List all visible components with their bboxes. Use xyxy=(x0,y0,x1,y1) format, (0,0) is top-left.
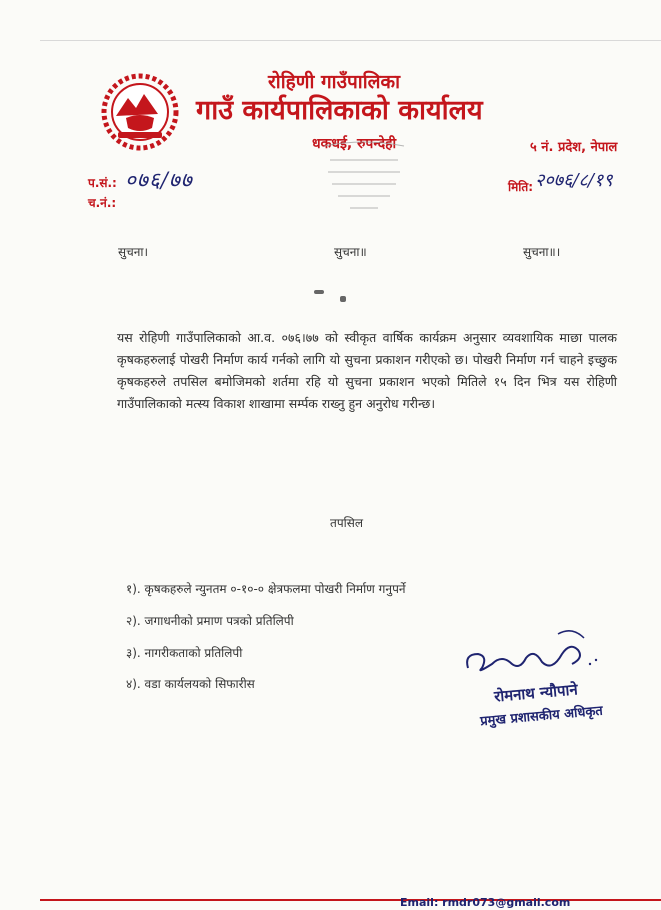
ink-speck xyxy=(314,290,324,294)
details-heading: तपसिल xyxy=(330,516,364,530)
ink-speck xyxy=(340,296,346,302)
requirement-item: १). कृषकहरुले न्युनतम ०-१०-० क्षेत्रफलमा पोखरी निर्माण गनुपर्ने xyxy=(126,582,406,596)
signatory-name: रोमनाथ न्यौपाने xyxy=(493,680,579,706)
municipality-name: रोहिणी गाउँपालिका xyxy=(268,71,401,93)
patra-value: ०७६/७७ xyxy=(125,168,193,192)
requirement-item: २). जगाधनीको प्रमाण पत्रको प्रतिलिपी xyxy=(126,614,294,628)
province-label: ५ नं. प्रदेश, नेपाल xyxy=(530,140,618,155)
nepal-emblem-icon xyxy=(100,72,180,152)
date-label: मिति: xyxy=(508,180,534,194)
office-address: धकधई, रुपन्देही xyxy=(312,136,397,152)
patra-label: प.सं.: xyxy=(88,176,117,190)
office-stamp-icon xyxy=(318,140,410,220)
notice-heading-3: सुचना॥। xyxy=(523,245,561,259)
notice-heading-1: सुचना। xyxy=(118,245,149,259)
office-name: गाउँ कार्यपालिकाको कार्यालय xyxy=(196,95,483,126)
notice-body: यस रोहिणी गाउँपालिकाको आ.व. ०७६।७७ को स्वीकृत वार्षिक कार्यक्रम अनुसार व्यवशायिक माछा पालक कृषकहरुलाई पोखरी निर्माण कार्य गर्नको लागि यो सुचना प्रकाशन गरीएको छ। पोखरी निर्माण गर्न चाहने इच्छुक कृषकहरुले तपसिल बमोजिमको शर्तमा रहि यो सुचना प्रकाशन भएको मितिले १५ दिन भित्र यस रोहिणी गाउँपालिकाको मत्स्य विकाश शाखामा सर्म्पक राख्नु हुन अनुरोध गरीन्छ। xyxy=(117,330,617,411)
footer-email: Email: rmdr073@gmail.com xyxy=(400,896,571,909)
top-edge-line xyxy=(40,40,661,41)
notice-heading-2: सुचना॥ xyxy=(334,245,367,259)
date-value: २०७६/८/१९ xyxy=(535,170,613,191)
signatory-title: प्रमुख प्रशासकीय अधिकृत xyxy=(479,703,604,730)
requirement-item: ४). वडा कार्यलयको सिफारीस xyxy=(126,677,255,691)
handwritten-signature-icon xyxy=(462,624,602,682)
chalani-label: च.नं.: xyxy=(88,196,117,210)
requirement-item: ३). नागरीकताको प्रतिलिपी xyxy=(126,646,243,660)
